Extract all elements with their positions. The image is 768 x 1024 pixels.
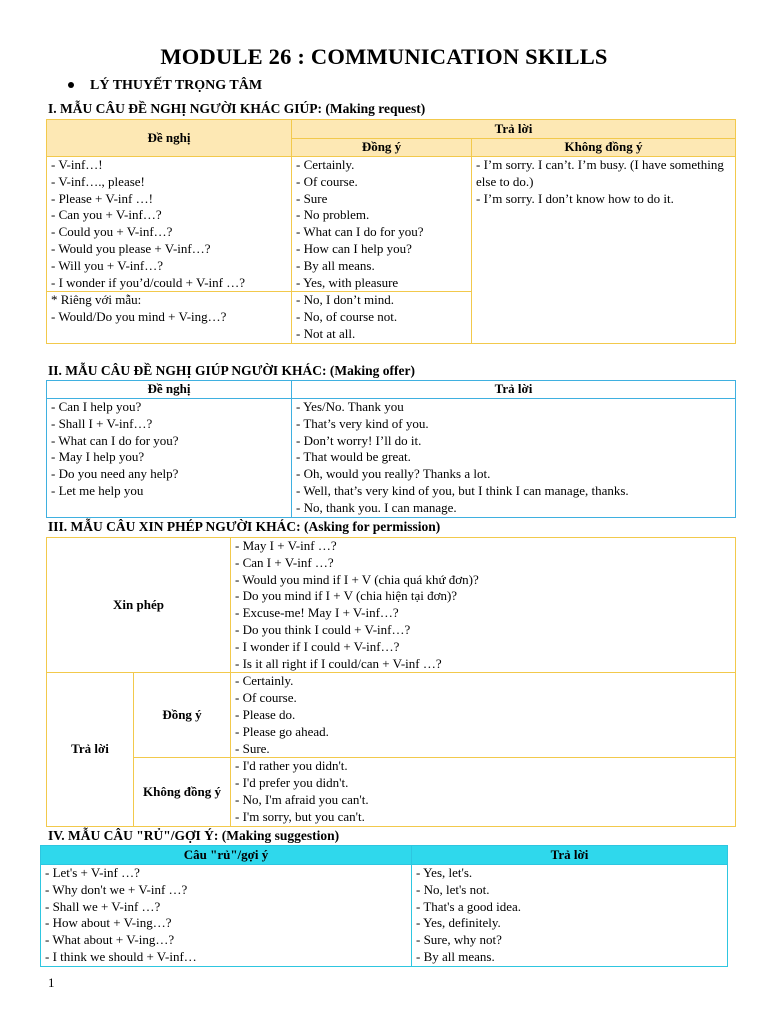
list-item: - Do you mind if I + V (chia hiện tại đơn)? [235, 588, 458, 604]
list-item: - No, of course not. [296, 309, 398, 325]
list-item: - Shall we + V-inf …? [45, 898, 161, 914]
list-item: - Of course. [296, 173, 358, 189]
list-item: - No problem. [296, 207, 370, 223]
list-item: - Let's + V-inf …? [45, 865, 140, 880]
header-reply: Trả lời [412, 846, 728, 865]
list-item: - No, thank you. I can manage. [296, 499, 457, 515]
disagree-list [472, 157, 736, 344]
list-item: - I'd rather you didn't. [235, 758, 348, 774]
list-item: - Would you please + V-inf…? [51, 240, 211, 256]
list-item: - I think we should + V-inf… [45, 948, 197, 964]
header-agree: Đồng ý [292, 139, 472, 157]
label-disagree: Không đồng ý [134, 758, 231, 826]
list-item: - Certainly. [296, 157, 355, 172]
list-item: - Do you think I could + V-inf…? [235, 621, 411, 637]
list-item: - Certainly. [235, 673, 294, 689]
header-disagree: Không đồng ý [472, 139, 736, 157]
section-1-heading: I. MẪU CÂU ĐỀ NGHỊ NGƯỜI KHÁC GIÚP: (Making request) [48, 101, 426, 116]
suggest-list [41, 865, 412, 967]
list-item: - Yes, let's. [416, 865, 473, 880]
request-table [46, 119, 736, 344]
list-item: - Sure. [235, 740, 270, 756]
list-item: - Please do. [235, 706, 296, 722]
suggest-reply-list [412, 865, 728, 967]
offer-reply-list [292, 399, 736, 518]
list-item: - By all means. [296, 257, 375, 273]
section-bullet [68, 78, 262, 94]
list-item: - Excuse-me! May I + V-inf…? [235, 605, 399, 621]
list-item: - Please + V-inf …! [51, 190, 153, 206]
section-4-heading: IV. MẪU CÂU "RỦ"/GỢI Ý: (Making suggestion) [48, 828, 340, 843]
list-item: - That’s very kind of you. [296, 415, 429, 431]
header-offer: Đề nghị [47, 381, 292, 399]
list-item: - By all means. [416, 948, 495, 964]
list-item: - Of course. [235, 690, 297, 706]
list-item: - V-inf…., please! [51, 173, 145, 189]
list-item: - May I + V-inf …? [235, 538, 337, 553]
list-item: - Can I + V-inf …? [235, 554, 334, 570]
list-item: - No, let's not. [416, 881, 490, 897]
bullet-dot-icon [68, 82, 74, 88]
bullet-text: LÝ THUYẾT TRỌNG TÂM [90, 78, 263, 93]
list-item: - What can I do for you? [51, 432, 179, 448]
ask-list [231, 538, 736, 673]
list-item: - Please go ahead. [235, 723, 329, 739]
list-item: - Do you need any help? [51, 466, 179, 482]
request-list [47, 157, 292, 292]
permission-disagree-list [231, 758, 736, 826]
list-item: - I’m sorry. I can’t. I’m busy. (I have something else to do.) [476, 157, 724, 189]
label-agree: Đồng ý [134, 673, 231, 758]
list-item: - What about + V-ing…? [45, 932, 175, 948]
list-item: - Would/Do you mind + V-ing…? [51, 309, 227, 325]
suggestion-table [40, 845, 728, 967]
header-reply: Trả lời [292, 381, 736, 399]
list-item: - Yes, definitely. [416, 915, 501, 931]
list-item: - What can I do for you? [296, 224, 424, 240]
list-item: - I'm sorry, but you can't. [235, 808, 365, 824]
list-item: - Oh, would you really? Thanks a lot. [296, 466, 491, 482]
section-3-heading: III. MẪU CÂU XIN PHÉP NGƯỜI KHÁC: (Asking for permission) [48, 519, 441, 534]
special-agree-list [292, 292, 472, 343]
list-item: - Sure, why not? [416, 932, 502, 948]
list-item: - That would be great. [296, 449, 411, 465]
permission-table [46, 537, 736, 827]
list-item: - I wonder if you’d/could + V-inf …? [51, 274, 245, 290]
offer-table [46, 380, 736, 518]
list-item: - I’m sorry. I don’t know how to do it. [476, 190, 674, 206]
list-item: - Would you mind if I + V (chia quá khứ đơn)? [235, 571, 479, 587]
page-number: 1 [48, 975, 55, 990]
header-reply: Trả lời [292, 120, 736, 139]
list-item: - Well, that’s very kind of you, but I think I can manage, thanks. [296, 482, 629, 498]
agree-list [292, 157, 472, 292]
page-title: MODULE 26 : COMMUNICATION SKILLS [160, 44, 608, 69]
list-item: - Is it all right if I could/can + V-inf …? [235, 655, 442, 671]
header-suggest: Câu "rủ"/gợi ý [41, 846, 412, 865]
list-item: - Sure [296, 190, 328, 206]
header-request: Đề nghị [47, 120, 292, 157]
list-item: - That's a good idea. [416, 898, 521, 914]
list-item: - Don’t worry! I’ll do it. [296, 432, 422, 448]
list-item: - Will you + V-inf…? [51, 257, 164, 273]
list-item: - Shall I + V-inf…? [51, 415, 153, 431]
offer-list [47, 399, 292, 518]
list-item: - Let me help you [51, 482, 144, 498]
permission-agree-list [231, 673, 736, 758]
list-item: - No, I'm afraid you can't. [235, 791, 369, 807]
list-item: - May I help you? [51, 449, 145, 465]
label-reply: Trả lời [47, 673, 134, 826]
list-item: - How about + V-ing…? [45, 915, 172, 931]
list-item: - I'd prefer you didn't. [235, 775, 349, 791]
list-item: - Why don't we + V-inf …? [45, 881, 188, 897]
list-item: - Yes, with pleasure [296, 274, 399, 290]
section-2-heading: II. MẪU CÂU ĐỀ NGHỊ GIÚP NGƯỜI KHÁC: (Making offer) [48, 363, 415, 378]
list-item: - V-inf…! [51, 157, 103, 172]
list-item: - How can I help you? [296, 240, 412, 256]
list-item: - Yes/No. Thank you [296, 399, 404, 414]
list-item: - Could you + V-inf…? [51, 224, 173, 240]
list-item: - Can I help you? [51, 399, 142, 414]
list-item: - I wonder if I could + V-inf…? [235, 638, 400, 654]
list-item: - Can you + V-inf…? [51, 207, 162, 223]
special-pattern [47, 292, 292, 343]
list-item: - Not at all. [296, 325, 356, 341]
list-item: * Riêng với mẫu: [51, 292, 142, 308]
label-ask: Xin phép [47, 538, 231, 673]
list-item: - No, I don’t mind. [296, 292, 394, 308]
